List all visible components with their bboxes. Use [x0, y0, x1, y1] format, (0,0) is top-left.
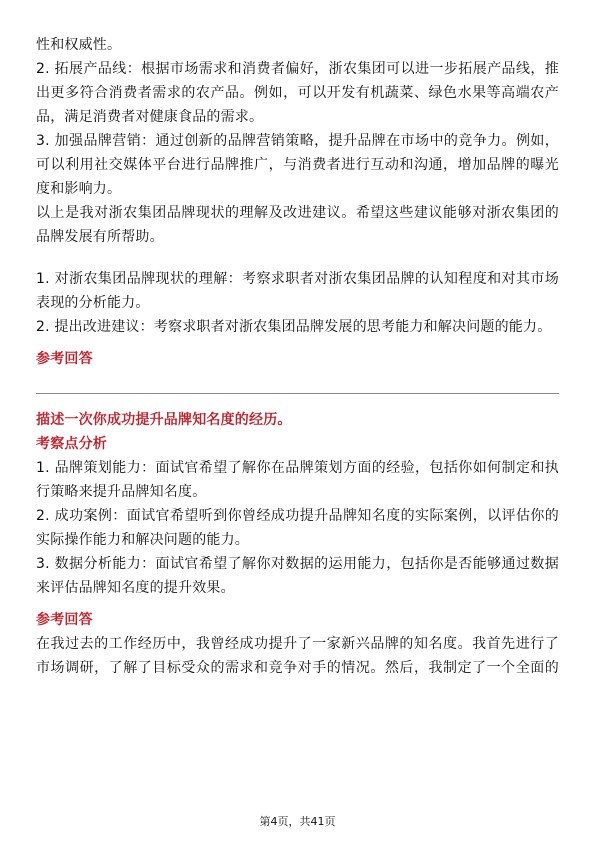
page-content	[36, 33, 559, 680]
section-divider	[36, 393, 559, 394]
paragraph-line: 2. 成功案例：面试官希望听到你曾经成功提升品牌知名度的实际案例，以评估你的	[36, 508, 559, 524]
spacer	[36, 600, 559, 608]
spacer	[36, 249, 559, 267]
spacer	[36, 339, 559, 347]
paragraph-line: 出更多符合消费者需求的农产品。例如，可以开发有机蔬菜、绿色水果等高端农产	[36, 85, 559, 101]
assessment-point-2	[36, 315, 559, 339]
paragraph-line: 品，满足消费者对健康食品的需求。	[36, 109, 264, 125]
reference-answer-heading: 参考回答	[36, 351, 93, 367]
analysis-item-branding	[36, 456, 559, 504]
question-heading: 描述一次你成功提升品牌知名度的经历。	[36, 412, 292, 428]
paragraph-line: 在我过去的工作经历中，我曾经成功提升了一家新兴品牌的知名度。我首先进行了	[36, 636, 559, 652]
answer-paragraph	[36, 632, 559, 680]
paragraph-line: 2. 拓展产品线：根据市场需求和消费者偏好，浙农集团可以进一步拓展产品线，推	[36, 61, 559, 77]
paragraph-line: 来评估品牌知名度的提升效果。	[36, 580, 235, 596]
analysis-item-case	[36, 504, 559, 552]
paragraph-line: 度和影响力。	[36, 181, 122, 197]
paragraph-line: 行策略来提升品牌知名度。	[36, 484, 207, 500]
paragraph-line: 3. 加强品牌营销：通过创新的品牌营销策略，提升品牌在市场中的竞争力。例如，	[36, 133, 559, 149]
paragraph-line: 以上是我对浙农集团品牌现状的理解及改进建议。希望这些建议能够对浙农集团的	[36, 205, 559, 221]
paragraph-line: 性和权威性。	[36, 37, 122, 53]
assessment-point-1	[36, 267, 559, 315]
paragraph-line: 品牌发展有所帮助。	[36, 229, 164, 245]
summary-paragraph	[36, 201, 559, 249]
list-item-expand-product-line	[36, 57, 559, 129]
reference-answer-heading: 参考回答	[36, 612, 93, 628]
paragraph-line: 表现的分析能力。	[36, 295, 150, 311]
paragraph-line: 实际操作能力和解决问题的能力。	[36, 532, 249, 548]
paragraph-line: 3. 数据分析能力：面试官希望了解你对数据的运用能力，包括你是否能够通过数据	[36, 556, 559, 572]
page-number-footer: 第4页，共41页	[259, 815, 336, 828]
analysis-item-data	[36, 552, 559, 600]
paragraph-line: 1. 对浙农集团品牌现状的理解：考察求职者对浙农集团品牌的认知程度和对其市场	[36, 271, 559, 287]
list-item-brand-marketing	[36, 129, 559, 201]
analysis-heading: 考察点分析	[36, 436, 107, 452]
paragraph-line: 2. 提出改进建议：考察求职者对浙农集团品牌发展的思考能力和解决问题的能力。	[36, 319, 552, 335]
paragraph-line: 市场调研，了解了目标受众的需求和竞争对手的情况。然后，我制定了一个全面的	[36, 660, 559, 676]
paragraph-line: 1. 品牌策划能力：面试官希望了解你在品牌策划方面的经验，包括你如何制定和执	[36, 460, 559, 476]
paragraph-line: 可以利用社交媒体平台进行品牌推广，与消费者进行互动和沟通，增加品牌的曝光	[36, 157, 559, 173]
